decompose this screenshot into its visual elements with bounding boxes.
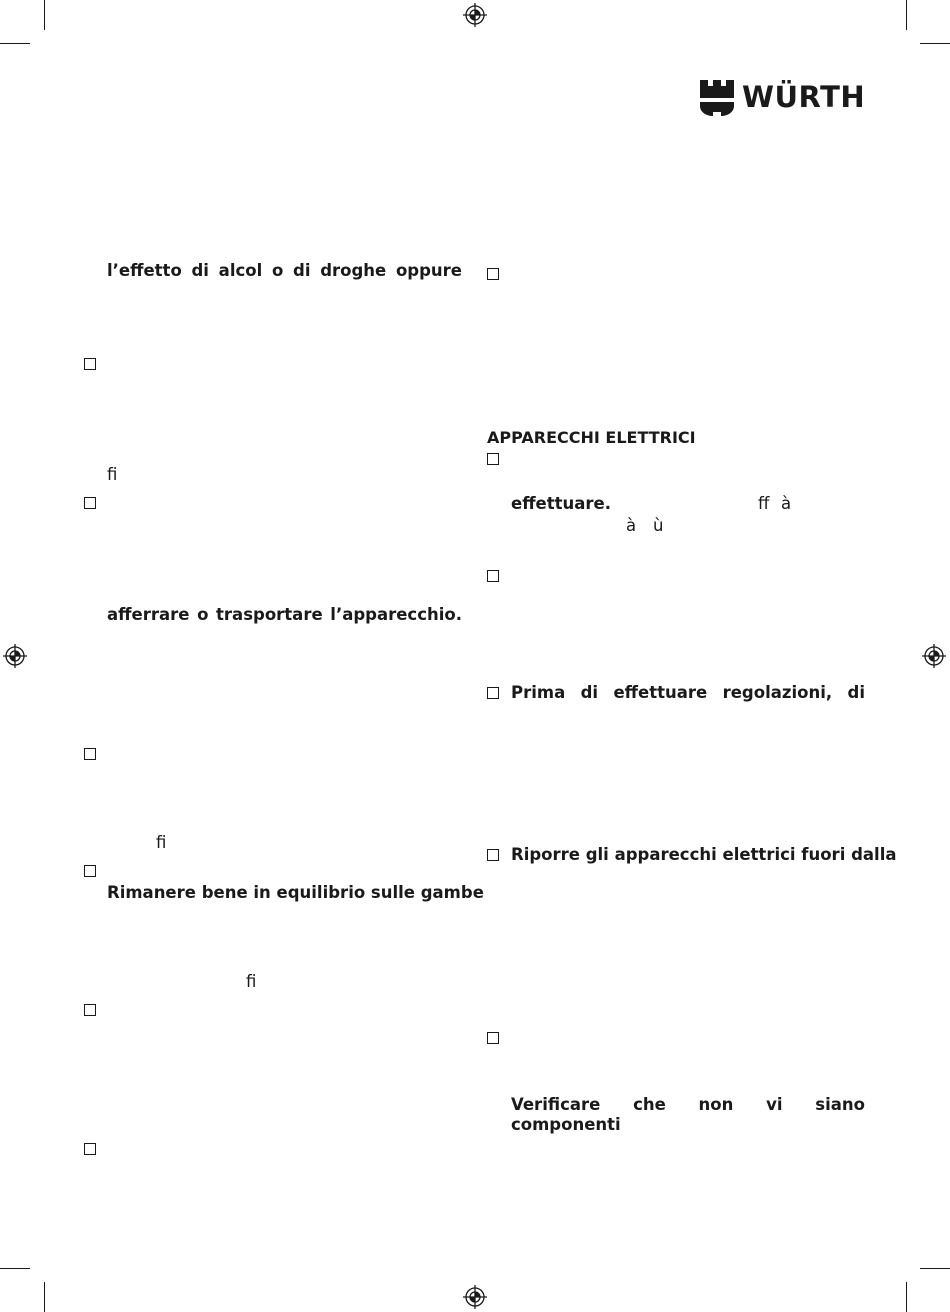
bullet-box <box>84 865 96 877</box>
left-line-afferrare: afferrare o trasportare l’apparecchio. <box>107 605 462 624</box>
fragment-u: ù <box>653 516 664 535</box>
bullet-box <box>84 1143 96 1155</box>
crop-mark <box>0 43 30 44</box>
bullet-box <box>84 497 96 509</box>
crop-mark <box>44 0 45 30</box>
bullet-box <box>84 358 96 370</box>
ligature-fi: ﬁ <box>156 833 167 852</box>
crop-mark <box>44 1282 45 1312</box>
crop-mark <box>920 1268 950 1269</box>
left-line-alcol: l’effetto di alcol o di droghe oppure <box>107 261 462 280</box>
section-heading: APPARECCHI ELETTRICI <box>487 428 696 447</box>
right-line-prima: Prima di effettuare regolazioni, di <box>511 683 865 702</box>
bullet-box <box>487 1032 499 1044</box>
registration-mark-icon <box>463 1285 487 1309</box>
bullet-box <box>487 268 499 280</box>
crop-mark <box>0 1268 30 1269</box>
bullet-box <box>487 849 499 861</box>
registration-mark-icon <box>922 644 946 668</box>
crop-mark <box>906 0 907 30</box>
fragment-a: à <box>626 516 637 535</box>
fragment-a: à <box>781 494 792 513</box>
registration-mark-icon <box>3 644 27 668</box>
bullet-box <box>84 1004 96 1016</box>
right-line-riporre: Riporre gli apparecchi elettrici fuori dalla <box>511 845 897 864</box>
bullet-box <box>487 687 499 699</box>
ligature-fi: ﬁ <box>107 465 118 484</box>
left-line-rimanere: Rimanere bene in equilibrio sulle gambe <box>107 883 484 902</box>
bullet-box <box>487 453 499 465</box>
fragment-ff: ﬀ <box>758 494 770 513</box>
wurth-logo-icon <box>700 78 734 118</box>
registration-mark-icon <box>463 3 487 27</box>
bullet-box <box>487 570 499 582</box>
wurth-logo-text: WÜRTH <box>742 80 866 114</box>
bullet-box <box>84 748 96 760</box>
right-line-verificare: Verificare che non vi siano componenti <box>511 1095 865 1134</box>
crop-mark <box>906 1282 907 1312</box>
ligature-fi: ﬁ <box>246 972 257 991</box>
crop-mark <box>920 43 950 44</box>
right-effettuare: effettuare. <box>511 494 611 513</box>
